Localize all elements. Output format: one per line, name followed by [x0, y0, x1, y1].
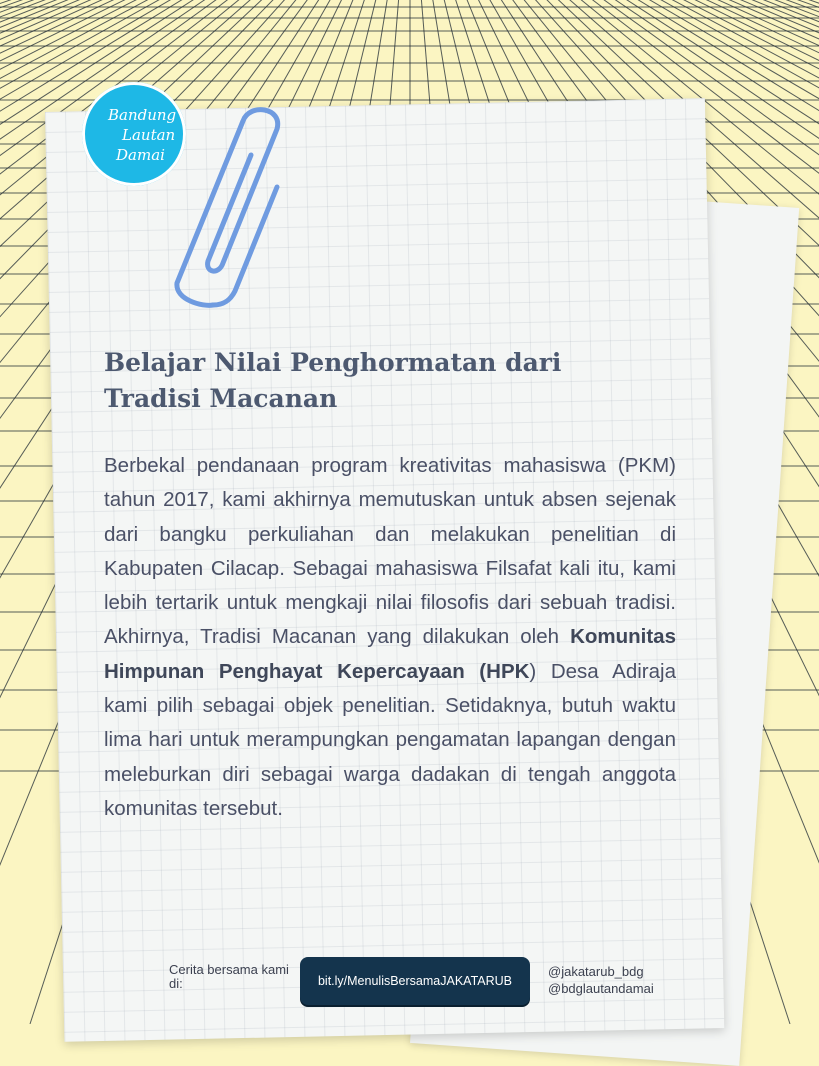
- body-text-part: ) Desa Adiraja kami pilih sebagai objek penelitian. Setidaknya, butuh waktu lima hari untuk merampungkan pengamatan lapangan dengan meleburkan diri sebagai warga dadakan di tengah anggota komunitas tersebut.: [104, 659, 676, 820]
- footer-link-button[interactable]: bit.ly/MenulisBersamaJAKATARUB: [300, 957, 530, 1005]
- social-handles: [548, 963, 654, 997]
- social-handle[interactable]: @jakatarub_bdg: [548, 964, 644, 979]
- body-text-part: Berbekal pendanaan program kreativitas mahasiswa (PKM) tahun 2017, kami akhirnya memutuskan untuk absen sejenak dari bangku perkuliahan dan melakukan penelitian di Kabupaten Cilacap. Sebagai mahasiswa Filsafat kali itu, kami lebih tertarik untuk mengkaji nilai filosofis dari sebuah tradisi. Akhirnya, Tradisi Macanan yang dilakukan oleh: [104, 454, 676, 649]
- article-body: [104, 449, 676, 826]
- logo-text-line: Damai: [116, 146, 165, 164]
- footer-label: Cerita bersama kami di:: [169, 962, 289, 991]
- body-bold-text: Komunitas Himpunan Penghayat Kepercayaan (HPK: [104, 625, 676, 683]
- logo-text-line: Bandung: [108, 106, 177, 124]
- article-title: Belajar Nilai Penghormatan dari Tradisi Macanan: [104, 348, 562, 413]
- logo-text-line: Lautan: [122, 126, 176, 144]
- paperclip-icon: [165, 95, 290, 320]
- social-handle[interactable]: @bdglautandamai: [548, 981, 654, 996]
